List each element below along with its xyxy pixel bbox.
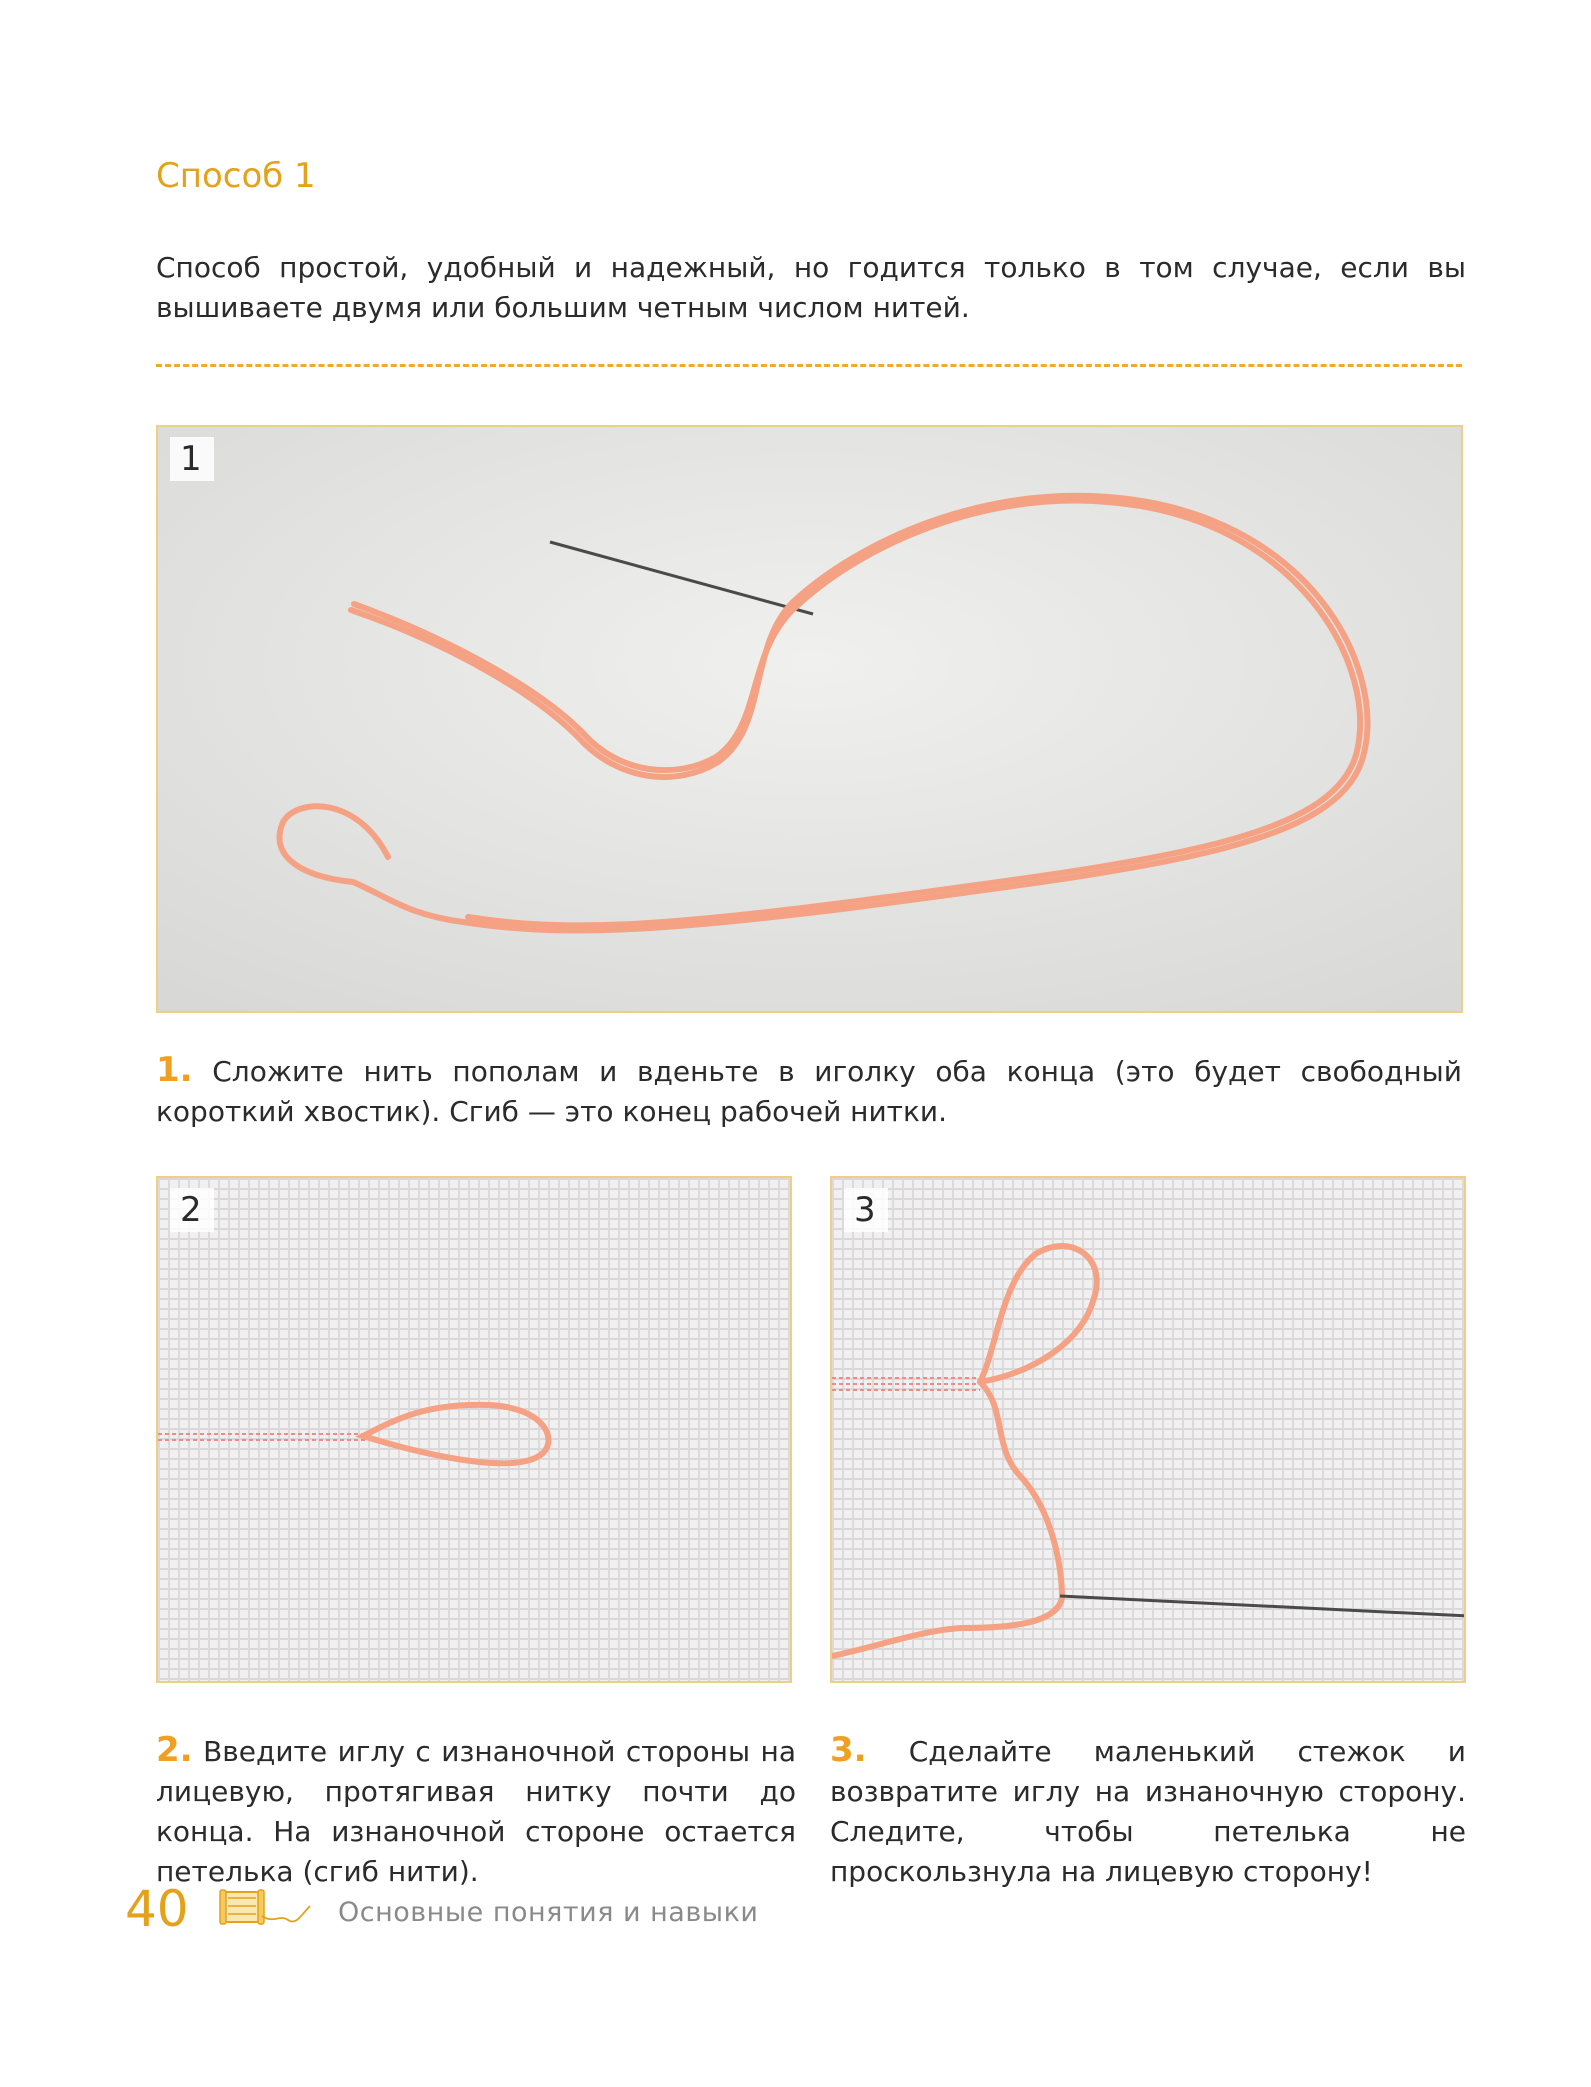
intro-paragraph: Способ простой, удобный и надежный, но годится только в том случае, если вы вышиваете двумя или большим четным числом нитей. bbox=[156, 251, 1466, 324]
photo-step-1 bbox=[156, 425, 1463, 1013]
chapter-title: Основные понятия и навыки bbox=[338, 1897, 759, 1928]
section-heading: Способ 1 bbox=[156, 156, 316, 196]
photo-step-2 bbox=[156, 1176, 792, 1683]
step-number: 2. bbox=[156, 1730, 193, 1770]
step-number: 1. bbox=[156, 1050, 193, 1090]
caption-step-1 bbox=[156, 1050, 1462, 1132]
caption-text: Сложите нить пополам и вденьте в иголку оба конца (это будет свободный короткий хвостик). Сгиб — это конец рабочей нитки. bbox=[156, 1055, 1462, 1128]
caption-text: Введите иглу с изнаночной стороны на лицевую, протягивая нитку почти до конца. На изнаночной стороне остается петелька (сгиб нити). bbox=[156, 1735, 797, 1888]
photo-number: 3 bbox=[844, 1188, 888, 1232]
caption-step-3 bbox=[830, 1730, 1466, 1892]
step-number: 3. bbox=[830, 1730, 867, 1770]
fabric-stitch-illustration bbox=[832, 1178, 1466, 1683]
page-number: 40 bbox=[125, 1880, 189, 1938]
spool-icon bbox=[218, 1884, 318, 1930]
photo-number: 1 bbox=[170, 437, 214, 481]
photo-number: 2 bbox=[170, 1188, 214, 1232]
dashed-divider bbox=[156, 364, 1462, 367]
caption-text: Сделайте маленький стежок и возвратите иглу на изнаночную сторону. Следите, чтобы петелька не проскользнула на лицевую сторону! bbox=[830, 1735, 1467, 1888]
thread-needle-illustration bbox=[158, 427, 1463, 1013]
caption-step-2 bbox=[156, 1730, 796, 1892]
fabric-loop-illustration bbox=[158, 1178, 792, 1683]
photo-step-3 bbox=[830, 1176, 1466, 1683]
